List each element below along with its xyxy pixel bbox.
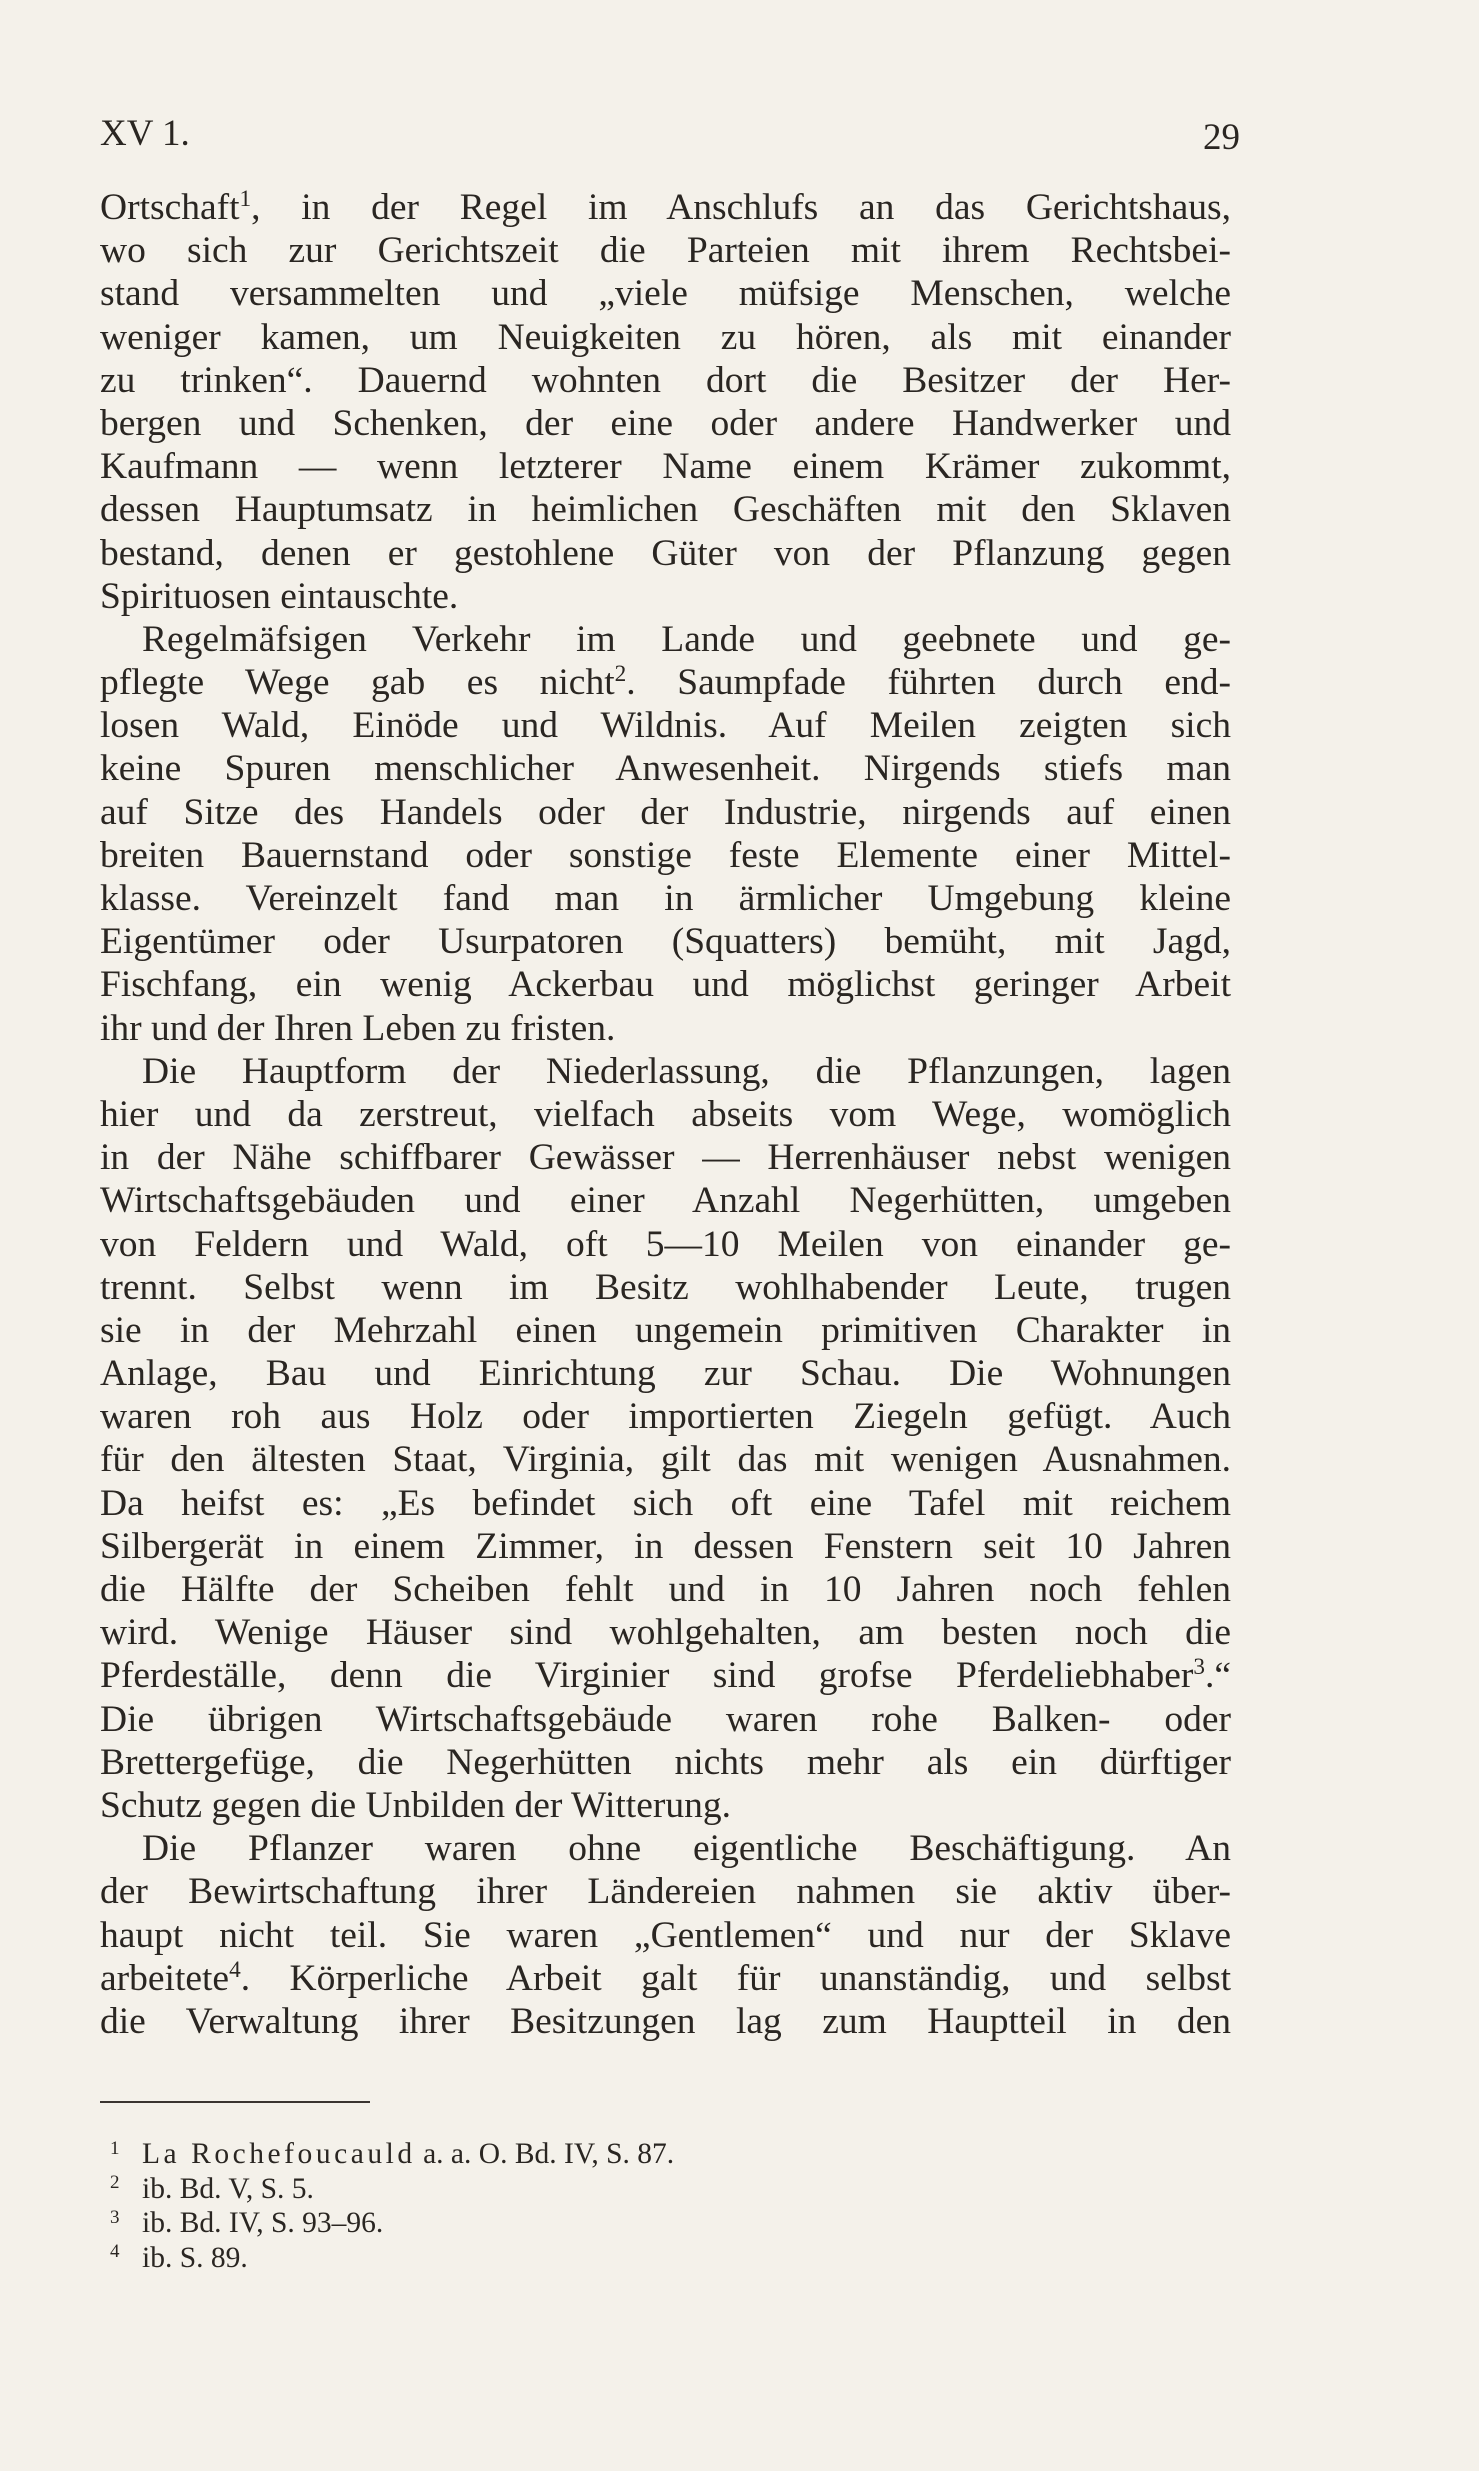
footnote-divider bbox=[100, 2101, 370, 2103]
text-line bbox=[100, 532, 1231, 575]
line-text: Silbergerät in einem Zimmer, in dessen Fenstern seit 10 Jahren bbox=[100, 1525, 1231, 1567]
line-text: trennt. Selbst wenn im Besitz wohlhabender Leute, trugen bbox=[100, 1266, 1231, 1308]
text-line bbox=[100, 1698, 1231, 1741]
text-line bbox=[100, 229, 1231, 272]
line-text: Ortschaft bbox=[100, 187, 240, 228]
text-line bbox=[100, 834, 1231, 877]
line-text-continued: . Saumpfade führten durch end- bbox=[626, 662, 1232, 704]
text-line bbox=[100, 1309, 1231, 1352]
text-line bbox=[100, 1870, 1231, 1913]
line-text: auf Sitze des Handels oder der Industrie, nirgends auf einen bbox=[100, 791, 1231, 833]
line-text: hier und da zerstreut, vielfach abseits vom Wege, womöglich bbox=[100, 1093, 1231, 1135]
text-line bbox=[100, 359, 1231, 402]
text-line bbox=[100, 1179, 1231, 1222]
line-text: Wirtschaftsgebäuden und einer Anzahl Negerhütten, umgeben bbox=[100, 1180, 1231, 1222]
text-line bbox=[100, 1136, 1231, 1179]
footnote-text: ib. Bd. IV, S. 93–96. bbox=[142, 2207, 384, 2239]
line-text: für den ältesten Staat, Virginia, gilt das mit wenigen Ausnahmen. bbox=[100, 1439, 1231, 1481]
footnote-reference: 3 bbox=[1193, 1654, 1205, 1681]
line-text: die Hälfte der Scheiben fehlt und in 10 Jahren noch fehlen bbox=[100, 1569, 1231, 1610]
text-line bbox=[100, 1525, 1231, 1568]
footnote-reference: 4 bbox=[229, 1956, 241, 1983]
line-text: losen Wald, Einöde und Wildnis. Auf Meilen zeigten sich bbox=[100, 705, 1231, 747]
line-text: die Verwaltung ihrer Besitzungen lag zum Hauptteil in den bbox=[100, 2000, 1231, 2042]
line-text: stand versammelten und „viele müfsige Menschen, welche bbox=[100, 273, 1231, 315]
text-line bbox=[100, 1827, 1231, 1870]
text-line bbox=[100, 1395, 1231, 1438]
line-text: Kaufmann — wenn letzterer Name einem Krämer zukommt, bbox=[100, 446, 1231, 488]
text-line bbox=[100, 963, 1231, 1006]
text-line bbox=[100, 1438, 1231, 1481]
line-text: keine Spuren menschlicher Anwesenheit. Nirgends stiefs man bbox=[100, 748, 1231, 790]
text-line bbox=[100, 1093, 1231, 1136]
footnote-reference: 1 bbox=[239, 186, 252, 213]
text-line bbox=[100, 1914, 1231, 1957]
text-line bbox=[100, 618, 1231, 661]
text-line bbox=[100, 1568, 1231, 1611]
line-text: breiten Bauernstand oder sonstige feste Elemente einer Mittel- bbox=[100, 834, 1231, 876]
text-line bbox=[100, 402, 1231, 445]
text-line bbox=[100, 2000, 1231, 2043]
line-text: wird. Wenige Häuser sind wohlgehalten, am besten noch die bbox=[100, 1612, 1231, 1654]
line-text: Regelmäfsigen Verkehr im Lande und geebnete und ge- bbox=[142, 618, 1231, 660]
line-text-continued: .“ bbox=[1204, 1655, 1231, 1697]
text-line bbox=[100, 1784, 1231, 1827]
line-text: Die übrigen Wirtschaftsgebäude waren rohe Balken- oder bbox=[100, 1698, 1231, 1740]
text-line bbox=[100, 1611, 1231, 1654]
text-line bbox=[100, 1050, 1231, 1093]
line-text: Die Pflanzer waren ohne eigentliche Beschäftigung. An bbox=[142, 1828, 1231, 1870]
line-text: zu trinken“. Dauernd wohnten dort die Besitzer der Her- bbox=[100, 359, 1231, 401]
footnote-text: ib. S. 89. bbox=[142, 2241, 248, 2274]
text-line bbox=[100, 1352, 1231, 1395]
text-line bbox=[100, 704, 1231, 747]
text-line bbox=[100, 1266, 1231, 1309]
text-line bbox=[100, 1741, 1231, 1784]
line-text: Da heifst es: „Es befindet sich oft eine Tafel mit reichem bbox=[100, 1482, 1231, 1524]
line-text: der Bewirtschaftung ihrer Ländereien nahmen sie aktiv über- bbox=[100, 1871, 1231, 1913]
line-text: Schutz gegen die Unbilden der Witterung. bbox=[100, 1784, 731, 1826]
text-line bbox=[100, 661, 1231, 704]
text-line bbox=[100, 1482, 1231, 1525]
body-text bbox=[100, 186, 1231, 2043]
running-head bbox=[100, 112, 1240, 162]
line-text: waren roh aus Holz oder importierten Ziegeln gefügt. Auch bbox=[100, 1396, 1231, 1438]
text-line bbox=[100, 747, 1231, 790]
text-line bbox=[100, 272, 1231, 315]
text-line bbox=[100, 791, 1231, 834]
line-text: Eigentümer oder Usurpatoren (Squatters) bemüht, mit Jagd, bbox=[100, 921, 1231, 963]
text-line bbox=[100, 1223, 1231, 1266]
text-line bbox=[100, 575, 1231, 618]
page-number: 29 bbox=[1203, 117, 1240, 158]
line-text: Anlage, Bau und Einrichtung zur Schau. Die Wohnungen bbox=[100, 1353, 1231, 1395]
line-text: Pferdeställe, denn die Virginier sind grofse Pferdeliebhaber bbox=[100, 1655, 1194, 1697]
line-text-continued: , in der Regel im Anschlufs an das Gerichtshaus, bbox=[251, 187, 1231, 228]
footnote-reference: 2 bbox=[614, 661, 627, 688]
line-text: klasse. Vereinzelt fand man in ärmlicher Umgebung kleine bbox=[100, 878, 1231, 919]
footnote-text: a. a. O. Bd. IV, S. 87. bbox=[415, 2138, 675, 2170]
line-text: in der Nähe schiffbarer Gewässer — Herrenhäuser nebst wenigen bbox=[100, 1137, 1231, 1179]
line-text: sie in der Mehrzahl einen ungemein primitiven Charakter in bbox=[100, 1309, 1231, 1351]
line-text: von Feldern und Wald, oft 5—10 Meilen von einander ge- bbox=[100, 1223, 1231, 1265]
line-text: wo sich zur Gerichtszeit die Parteien mit ihrem Rechtsbei- bbox=[100, 230, 1231, 272]
line-text: Fischfang, ein wenig Ackerbau und möglichst geringer Arbeit bbox=[100, 964, 1231, 1006]
line-text: weniger kamen, um Neuigkeiten zu hören, als mit einander bbox=[100, 316, 1231, 358]
footnote-author: La Rochefoucauld bbox=[142, 2138, 416, 2170]
footnote: 4 ib. S. 89. bbox=[110, 2241, 248, 2274]
text-line bbox=[100, 920, 1231, 963]
line-text: Die Hauptform der Niederlassung, die Pflanzungen, lagen bbox=[142, 1050, 1231, 1092]
text-line bbox=[100, 316, 1231, 359]
text-line bbox=[100, 877, 1231, 920]
line-text: Brettergefüge, die Negerhütten nichts mehr als ein dürftiger bbox=[100, 1741, 1231, 1783]
text-line bbox=[100, 488, 1231, 531]
line-text: bergen und Schenken, der eine oder andere Handwerker und bbox=[100, 402, 1231, 444]
text-line bbox=[100, 445, 1231, 488]
line-text: pflegte Wege gab es nicht bbox=[100, 662, 615, 704]
line-text: arbeitete bbox=[100, 1957, 230, 1999]
line-text: bestand, denen er gestohlene Güter von der Pflanzung gegen bbox=[100, 532, 1231, 574]
footnote: 2 ib. Bd. V, S. 5. bbox=[110, 2172, 314, 2205]
line-text: Spirituosen eintauschte. bbox=[100, 575, 459, 617]
footnotes bbox=[100, 2137, 1100, 2275]
footnote: 1 La Rochefoucauld a. a. O. Bd. IV, S. 87. bbox=[110, 2137, 675, 2170]
line-text: ihr und der Ihren Leben zu fristen. bbox=[100, 1007, 616, 1049]
line-text: haupt nicht teil. Sie waren „Gentlemen“ und nur der Sklave bbox=[100, 1914, 1231, 1956]
line-text-continued: . Körperliche Arbeit galt für unanständig, und selbst bbox=[240, 1957, 1231, 1999]
footnote-text: ib. Bd. V, S. 5. bbox=[142, 2172, 314, 2205]
footnote: 3 ib. Bd. IV, S. 93–96. bbox=[110, 2206, 384, 2239]
line-text: dessen Hauptumsatz in heimlichen Geschäften mit den Sklaven bbox=[100, 489, 1231, 531]
text-line bbox=[100, 1654, 1231, 1697]
signature-mark: XV 1. bbox=[100, 113, 190, 154]
text-line bbox=[100, 1007, 1231, 1050]
text-line bbox=[100, 1957, 1231, 2000]
text-line bbox=[100, 186, 1231, 229]
